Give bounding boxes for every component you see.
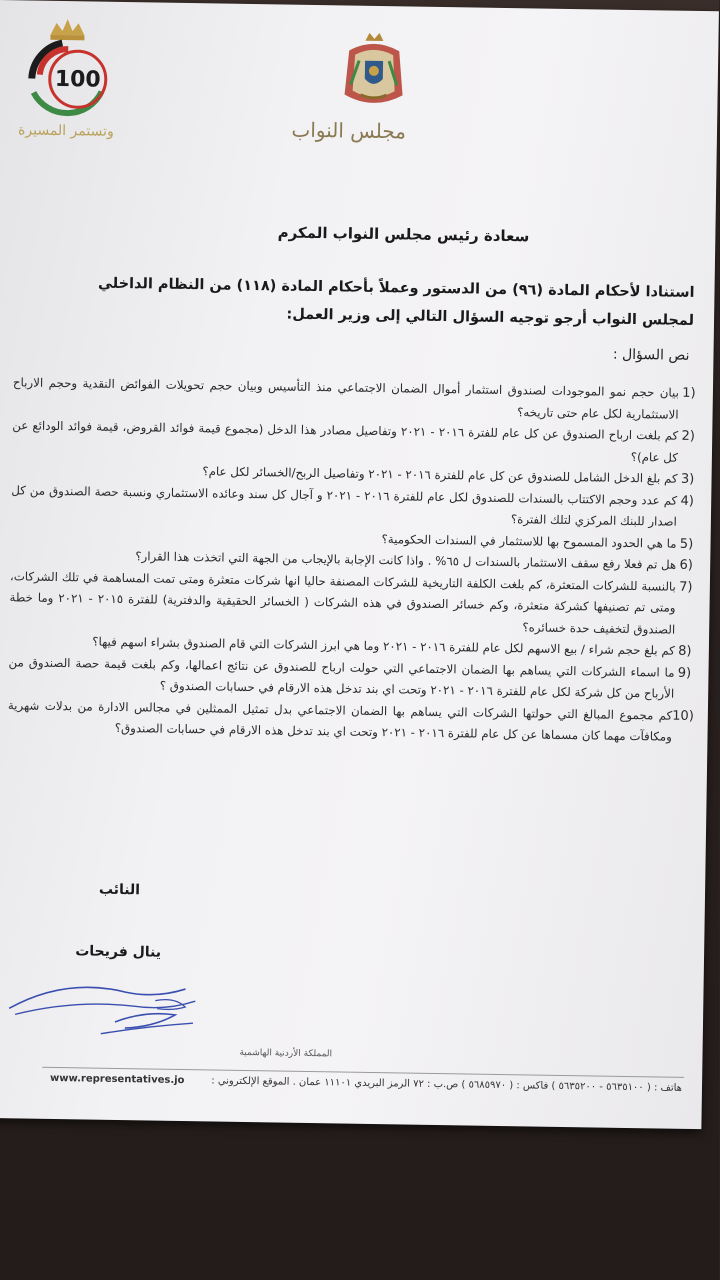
centennial-tagline: وتستمر المسيرة: [18, 122, 115, 140]
question-number: 8): [679, 643, 693, 659]
question-text: كم مجموع المبالغ التي حولتها الشركات التي يساهم بها الضمان الاجتماعي بدل تمثيل الممثلين في مجالس الادارة من بدلات شهرية ومكافآت مهما كان مسماها عن كل عام للفترة ٢٠١٦ - ٢٠٢١ وتحت اي بند تدخل هذه الارقام في حسابات الصندوق؟: [8, 697, 674, 744]
question-item: [10, 566, 697, 641]
centennial-emblem-icon: [12, 12, 124, 124]
question-text: ما هي الحدود المسموح بها للاستثمار في السندات الحكومية؟: [382, 531, 678, 551]
house-name: مجلس النواب: [292, 117, 408, 144]
question-text: بيان حجم نمو الموجودات لصندوق استثمار أموال الضمان الاجتماعي منذ التأسيس وبيان حجم تحويلات الفوائض النقدية وحجم الارباح الاستثمارية لكل عام حتى تاريخه؟: [13, 375, 681, 422]
question-number: 2): [682, 428, 697, 444]
question-text: ما اسماء الشركات التي يساهم بها الضمان الاجتماعي التي حولت ارباح للصندوق عن نتائج اعمالها، وكم بلغت قيمة حصة الصندوق من الأرباح من كل شركة لكل عام للفترة ٢٠١٦ - ٢٠٢١ وتحت اي بند تدخل هذه الارقام في حسابات الصندوق ؟: [9, 654, 676, 701]
intro-line-1: استنادا لأحكام المادة (٩٦) من الدستور وعملاً بأحكام المادة (١١٨) من النظام الداخلي: [98, 275, 696, 301]
footer-website: www.representatives.jo: [50, 1072, 186, 1087]
signer-title: النائب: [99, 881, 142, 899]
question-text: كم عدد وحجم الاكتتاب بالسندات للصندوق لكل عام للفترة ٢٠١٦ - ٢٠٢١ و آجال كل سند وعائده الاستثماري ونسبة حصة الصندوق من كل اصدار للبنك المركزي لتلك الفترة؟: [12, 482, 679, 529]
salutation: سعادة رئيس مجلس النواب المكرم: [278, 223, 531, 246]
question-text: كم بلغ حجم شراء / بيع الاسهم لكل عام للفترة ٢٠١٦ - ٢٠٢١ وما هي ابرز الشركات التي قام الصندوق بشراء اسهم فيها؟: [93, 634, 676, 658]
question-text: كم بلغت ارباح الصندوق عن كل عام للفترة ٢٠١٦ - ٢٠٢١ وتفاصيل مصادر هذا الدخل (مجموع قيمة فوائد القروض، قيمة فوائد الودائع عن كل عام)؟: [13, 418, 680, 465]
question-number: 6): [680, 557, 694, 573]
footer-ministry: المملكة الأردنية الهاشمية: [240, 1047, 334, 1060]
question-text: كم بلغ الدخل الشامل للصندوق عن كل عام للفترة ٢٠١٦ - ٢٠٢١ وتفاصيل الربح/الخسائر لكل عام؟: [203, 464, 679, 486]
question-heading: نص السؤال :: [613, 346, 691, 364]
intro-paragraph: [5, 268, 696, 335]
centennial-logo: [12, 12, 124, 154]
footer-contact: هاتف : ( ٥٦٣٥١٠٠ - ٥٦٣٥٢٠٠ ) فاكس : ( ٥٦٨٥٩٧٠ ) ص.ب : ٧٢ الرمز البريدي ١١١٠١ عمان . الموقع الإلكتروني :: [212, 1075, 684, 1094]
parliament-crest: [292, 30, 409, 151]
question-text: هل تم فعلا رفع سقف الاستثمار بالسندات ل ٦٥% . واذا كانت الإجابة بالإيجاب من الجهة التي اتخذت هذا القرار؟: [136, 549, 678, 572]
question-text: بالنسبة للشركات المتعثرة، كم بلغت الكلفة التاريخية للشركات المصنفة حاليا انها شركات متعثرة ومتى تمت المساهمة في تلك الشركات، ومتى تم تصنيفها كشركة متعثرة، وكم خسائر الصندوق في هذه الشركات ( الخسائر الحقيقية والدفترية) للفترة ٢٠١٥ - ٢٠٢١ وما خطة الصندوق لتخفيف حدة خسائره؟: [10, 568, 677, 637]
question-number: 1): [683, 385, 697, 401]
question-number: 7): [680, 579, 694, 595]
signer-name: ينال فريحات: [76, 943, 163, 961]
handwritten-signature-icon: [6, 968, 207, 1043]
question-number: 4): [681, 493, 696, 509]
question-list: [8, 372, 700, 748]
intro-line-2: لمجلس النواب أرجو توجيه السؤال التالي إلى وزير العمل:: [287, 306, 696, 329]
question-number: 10): [673, 708, 695, 724]
coat-of-arms-icon: [341, 30, 408, 113]
question-number: 3): [681, 471, 696, 487]
question-number: 5): [680, 536, 695, 552]
question-number: 9): [678, 665, 693, 681]
svg-text:100: 100: [55, 66, 102, 93]
